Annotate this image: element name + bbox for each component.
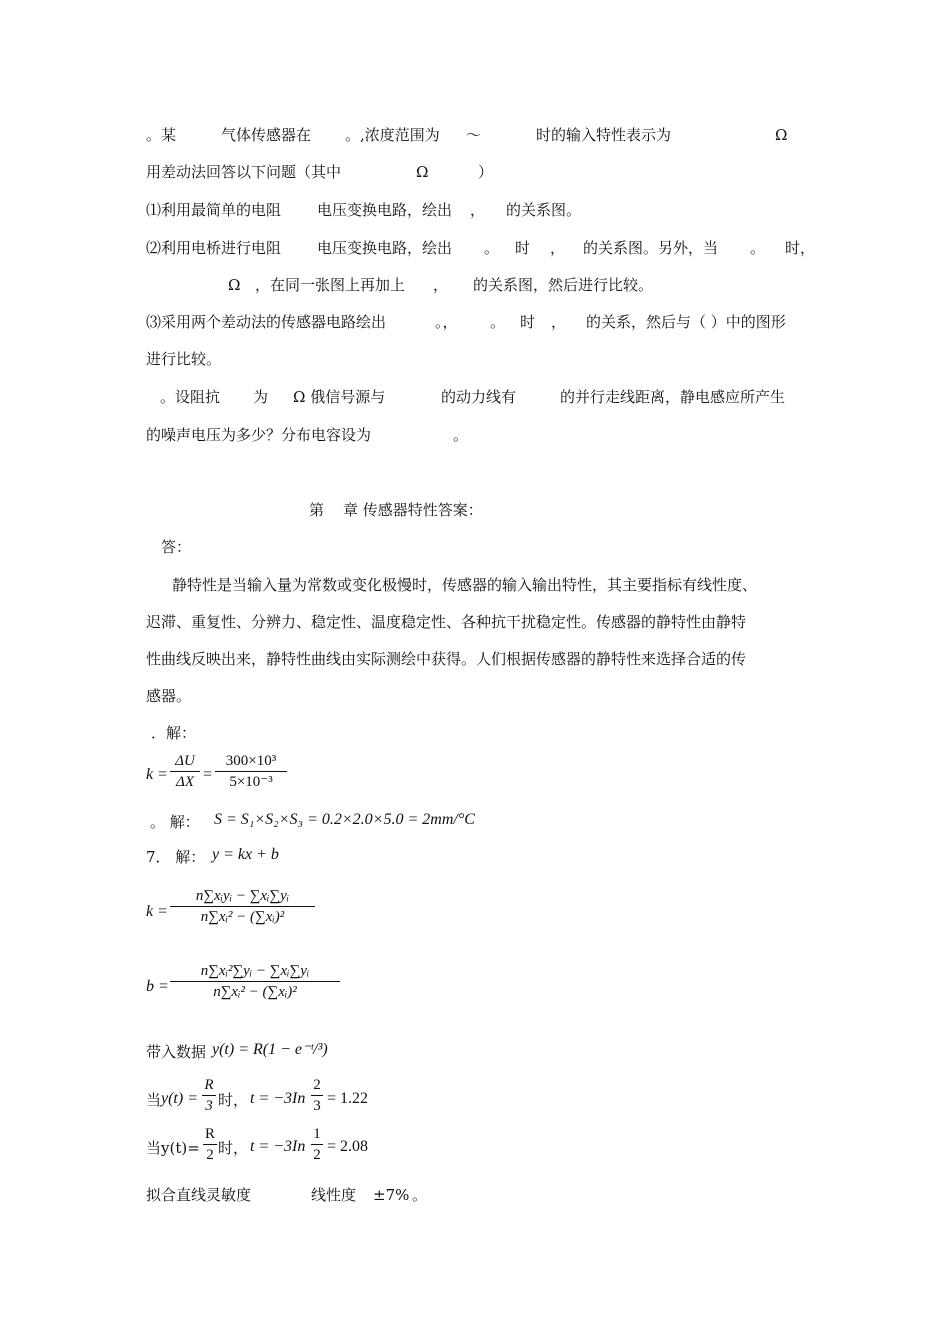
- fit-c: [373, 1185, 409, 1205]
- q-gas-line1-f: [775, 125, 787, 145]
- q-gas-line2-a: [146, 162, 341, 182]
- text: 时，: [218, 1139, 249, 1157]
- fraction-bar: [170, 981, 340, 982]
- text: ⑴利用最简单的电阻: [146, 201, 282, 219]
- q-part3-l2: [146, 349, 221, 369]
- text: 。: [490, 313, 506, 331]
- text: 。，: [435, 313, 458, 331]
- fraction-bar: [311, 1144, 323, 1145]
- when2-e: [327, 1137, 368, 1157]
- text: 的关系，然后与（ ）中的图形: [586, 313, 786, 331]
- when2-a: [146, 1138, 200, 1158]
- k-formula-lhs: [146, 902, 168, 922]
- sol7-equation: [212, 845, 279, 865]
- text: 静特性是当输入量为常数或变化极慢时，传感器的输入输出特性，其主要指标有线性度、: [172, 576, 758, 594]
- text: 。某: [146, 126, 177, 144]
- answers-title: [343, 499, 483, 520]
- text: ⑵利用电桥进行电阻: [146, 239, 282, 257]
- text: y = kx + b: [212, 846, 279, 863]
- q-part2-l1-a: [146, 238, 281, 258]
- fraction-bar: [311, 1095, 323, 1096]
- text: Ω 俄信号源与: [293, 388, 386, 406]
- text: 的动力线有: [441, 388, 517, 406]
- sub-data-label: [146, 1042, 206, 1062]
- text: 时: [515, 239, 531, 257]
- text: b =: [146, 978, 169, 995]
- text: 的噪声电压为多少？分布电容设为: [146, 426, 372, 444]
- fraction-numerator: R: [204, 1126, 215, 1142]
- q-part2-l1-c: [484, 238, 499, 258]
- answer-paragraph-3: [146, 649, 746, 669]
- q-gas-line2-b: [416, 162, 428, 182]
- text: Ω: [228, 276, 241, 294]
- text: 时，: [218, 1091, 249, 1109]
- text: =: [203, 766, 213, 783]
- text: 。: [750, 239, 766, 257]
- text: ）: [478, 163, 494, 181]
- text: 的关系图。另外，当: [583, 239, 719, 257]
- text: 迟滞、重复性、分辨力、稳定性、温度稳定性、各种抗干扰稳定性。传感器的静特性由静特: [146, 613, 747, 631]
- q-noise-l1-e: [560, 387, 785, 407]
- when1-b: [161, 1089, 198, 1109]
- sol2-equation: [214, 810, 475, 830]
- q-part1-a: [146, 200, 281, 220]
- q-part1-c: [470, 200, 485, 220]
- when1-d: [250, 1089, 305, 1109]
- text: 当: [146, 1091, 162, 1109]
- q-part1-b: [317, 200, 452, 220]
- text: y(t) =: [161, 1090, 198, 1107]
- when2-d: [250, 1137, 305, 1157]
- fraction-denominator: n∑xᵢ² − (∑xᵢ)²: [213, 984, 297, 1000]
- text: 当y(t)=: [146, 1139, 200, 1157]
- when1-a: [146, 1090, 161, 1110]
- text: 为: [253, 388, 269, 406]
- q-gas-line2-c: [478, 162, 493, 182]
- q-part2-l2-b: [255, 275, 405, 295]
- sol7-label: [146, 847, 205, 867]
- q-part1-d: [506, 200, 581, 220]
- text: ，: [433, 276, 449, 294]
- text: t = −3In: [250, 1090, 306, 1107]
- text: S = S₁×S₂×S₃ = 0.2×2.0×5.0 = 2mm/°C: [214, 811, 475, 828]
- text: 电压变换电路，绘出: [317, 201, 453, 219]
- fraction-numerator: 1: [313, 1126, 321, 1142]
- text: ．解：: [151, 724, 197, 742]
- q-part3-l1-b: [435, 312, 458, 332]
- sol2-label: [150, 812, 200, 832]
- text: 。设阻抗: [160, 388, 221, 406]
- answer-label: [161, 537, 191, 557]
- sub-data-equation: [212, 1040, 328, 1060]
- text: ±7%: [373, 1186, 410, 1204]
- q-part2-l2-d: [473, 275, 653, 295]
- text: = 2.08: [327, 1138, 369, 1155]
- text: ⑶采用两个差动法的传感器电路绘出: [146, 313, 387, 331]
- answer-paragraph-2: [146, 612, 746, 632]
- q-part2-l1-g: [750, 238, 765, 258]
- fraction-denominator: 5×10⁻³: [229, 774, 273, 790]
- text: 拟合直线灵敏度: [146, 1186, 252, 1204]
- fraction-denominator: 2: [313, 1147, 321, 1163]
- q-gas-line1-b: [221, 125, 311, 145]
- fit-d: [412, 1185, 427, 1205]
- when2-fraction: [203, 1125, 217, 1164]
- fraction-numerator: 300×10³: [225, 753, 277, 769]
- text: ，: [470, 201, 486, 219]
- sol1-k: [146, 765, 168, 785]
- text: ～: [466, 126, 482, 144]
- answer-paragraph-4: [146, 686, 191, 706]
- text: ，: [551, 313, 567, 331]
- sol1-fraction-1: [170, 752, 200, 791]
- k-formula-fraction: [170, 887, 315, 926]
- fraction-denominator: 3: [313, 1098, 321, 1114]
- text: 章 传感器特性答案：: [343, 501, 483, 519]
- b-formula-fraction: [170, 962, 340, 1001]
- fraction-numerator: R: [204, 1077, 214, 1093]
- q-part2-l1-f: [583, 238, 718, 258]
- answer-paragraph-1: [172, 575, 757, 595]
- text: 的关系图，然后进行比较。: [473, 276, 654, 294]
- text: 的关系图。: [506, 201, 582, 219]
- text: 。,浓度范围为: [345, 126, 440, 144]
- q-gas-line1-c: [345, 125, 440, 145]
- fraction-bar: [203, 1144, 217, 1145]
- text: 带入数据: [146, 1043, 207, 1061]
- sol1-label: [151, 723, 196, 743]
- when1-fraction-2: [311, 1076, 323, 1115]
- q-part2-l1-e: [550, 238, 565, 258]
- fraction-bar: [170, 771, 200, 772]
- q-part2-l1-b: [317, 238, 452, 258]
- fraction-numerator: n∑xᵢ²∑yᵢ − ∑xᵢ∑yᵢ: [200, 963, 310, 979]
- text: 感器。: [146, 687, 192, 705]
- q-part2-l1-d: [515, 238, 530, 258]
- q-gas-line1-e: [536, 125, 671, 145]
- text: ，在同一张图上再加上: [255, 276, 406, 294]
- when1-fraction: [202, 1076, 216, 1115]
- fit-a: [146, 1185, 251, 1205]
- when2-c: [218, 1138, 248, 1158]
- sol1-fraction-2: [215, 752, 287, 791]
- text: 。: [484, 239, 500, 257]
- fraction-numerator: n∑xᵢyᵢ − ∑xᵢ∑yᵢ: [195, 888, 290, 904]
- q-noise-l1-c: [293, 387, 385, 407]
- q-noise-l2-a: [146, 425, 371, 445]
- q-part3-l1-a: [146, 312, 386, 332]
- text: k =: [146, 766, 168, 783]
- text: 进行比较。: [146, 350, 222, 368]
- when2-fraction-2: [311, 1125, 323, 1164]
- text: 线性度: [311, 1186, 357, 1204]
- text: Ω: [775, 126, 788, 144]
- text: 第: [309, 501, 325, 519]
- q-noise-l1-a: [160, 387, 220, 407]
- text: 。 解：: [150, 813, 200, 831]
- q-part3-l1-c: [490, 312, 505, 332]
- text: 答：: [161, 538, 192, 556]
- fraction-denominator: 2: [206, 1147, 214, 1163]
- text: 7． 解：: [146, 848, 206, 866]
- text: 气体传感器在: [221, 126, 312, 144]
- text: 的并行走线距离，静电感应所产生: [560, 388, 786, 406]
- text: 性曲线反映出来，静特性曲线由实际测绘中获得。人们根据传感器的静特性来选择合适的传: [146, 650, 747, 668]
- q-part3-l1-f: [586, 312, 786, 332]
- q-part3-l1-d: [520, 312, 535, 332]
- text: 用差动法回答以下问题（其中: [146, 163, 342, 181]
- text: 电压变换电路，绘出: [317, 239, 453, 257]
- text: t = −3In: [250, 1138, 306, 1155]
- text: ，: [550, 239, 566, 257]
- b-formula-lhs: [146, 977, 169, 997]
- fraction-numerator: ΔU: [175, 753, 195, 769]
- q-gas-line1: [146, 125, 176, 145]
- text: 时: [520, 313, 536, 331]
- text: 。: [412, 1186, 428, 1204]
- text: y(t) = R(1 − e⁻ᵗ/³): [212, 1041, 328, 1058]
- q-noise-l1-b: [253, 387, 268, 407]
- fraction-denominator: ΔX: [176, 774, 194, 790]
- q-part3-l1-e: [551, 312, 566, 332]
- text: 时，: [785, 239, 816, 257]
- fraction-bar: [215, 771, 287, 772]
- when1-e: [327, 1089, 368, 1109]
- q-noise-l1-d: [441, 387, 516, 407]
- fraction-bar: [170, 906, 315, 907]
- q-part2-l2-a: [228, 275, 240, 295]
- text: k =: [146, 903, 168, 920]
- answers-title-chapter: [309, 499, 324, 520]
- q-part2-l2-c: [433, 275, 448, 295]
- fraction-denominator: n∑xᵢ² − (∑xᵢ)²: [200, 909, 285, 925]
- text: 时的输入特性表示为: [536, 126, 672, 144]
- text: 。: [453, 426, 469, 444]
- text: Ω: [416, 163, 429, 181]
- when1-c: [218, 1090, 248, 1110]
- fraction-denominator: 3: [205, 1098, 213, 1114]
- fraction-bar: [202, 1095, 216, 1096]
- text: = 1.22: [327, 1090, 369, 1107]
- sol1-equals: [203, 765, 212, 785]
- fit-b: [311, 1185, 356, 1205]
- fraction-numerator: 2: [313, 1077, 321, 1093]
- q-part2-l1-h: [785, 238, 815, 258]
- q-noise-l2-b: [453, 425, 468, 445]
- q-gas-line1-d: [466, 125, 481, 145]
